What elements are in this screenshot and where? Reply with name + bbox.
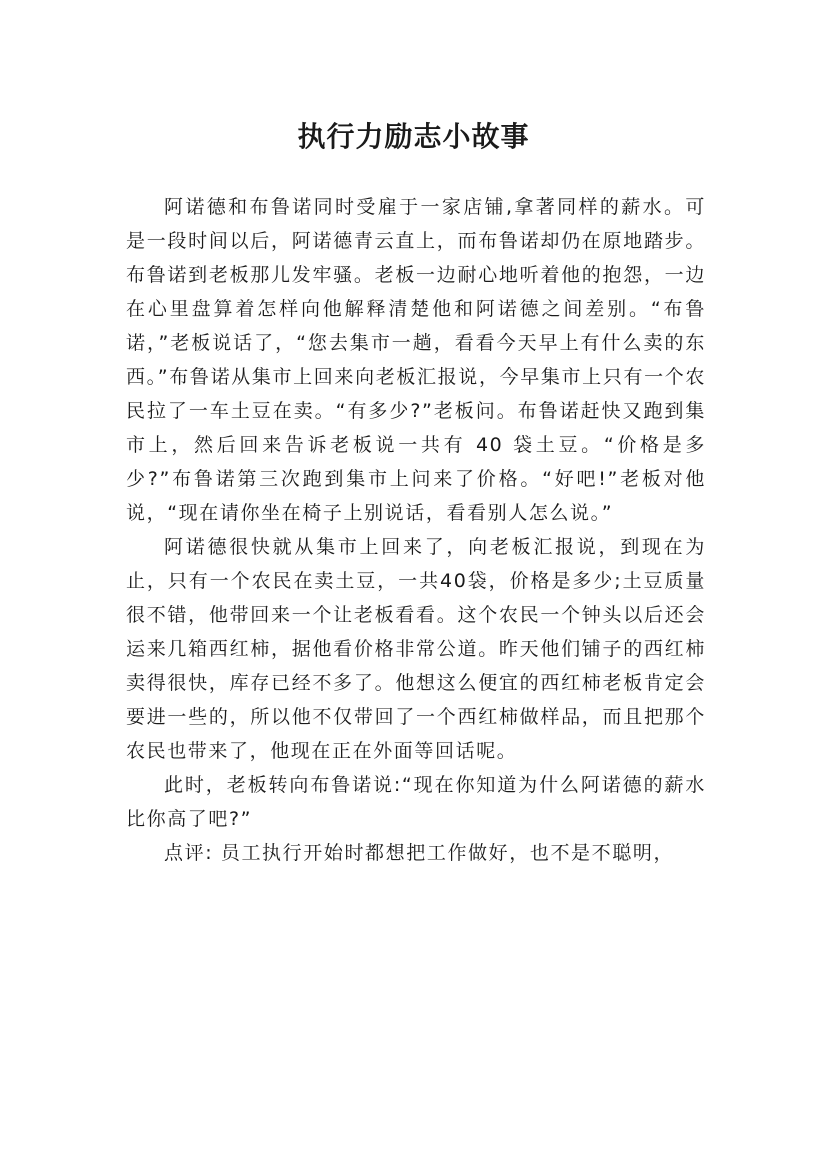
document-body xyxy=(126,190,706,870)
paragraph-1: 阿诺德和布鲁诺同时受雇于一家店铺,拿著同样的薪水。可是一段时间以后，阿诺德青云直上，而布鲁诺却仍在原地踏步。布鲁诺到老板那儿发牢骚。老板一边耐心地听着他的抱怨，一边在心里盘算着怎样向他解释清楚他和阿诺德之间差别。“布鲁诺，”老板说话了，“您去集市一趟，看看今天早上有什么卖的东西。”布鲁诺从集市上回来向老板汇报说，今早集市上只有一个农民拉了一车土豆在卖。“有多少?”老板问。布鲁诺赶快又跑到集市上，然后回来告诉老板说一共有 40 袋土豆。“价格是多少?”布鲁诺第三次跑到集市上问来了价格。“好吧!”老板对他说，“现在请你坐在椅子上别说话，看看别人怎么说。” xyxy=(126,196,706,524)
document-title: 执行力励志小故事 xyxy=(297,119,530,153)
paragraph-3: 此时，老板转向布鲁诺说:“现在你知道为什么阿诺德的薪水比你高了吧?” xyxy=(126,774,706,830)
paragraph-2: 阿诺德很快就从集市上回来了，向老板汇报说，到现在为止，只有一个农民在卖土豆，一共40袋，价格是多少;土豆质量很不错，他带回来一个让老板看看。这个农民一个钟头以后还会运来几箱西红柿，据他看价格非常公道。昨天他们铺子的西红柿卖得很快，库存已经不多了。他想这么便宜的西红柿老板肯定会要进一些的，所以他不仅带回了一个西红柿做样品，而且把那个农民也带来了，他现在正在外面等回话呢。 xyxy=(126,536,706,762)
paragraph-4: 点评: 员工执行开始时都想把工作做好，也不是不聪明， xyxy=(164,842,675,864)
